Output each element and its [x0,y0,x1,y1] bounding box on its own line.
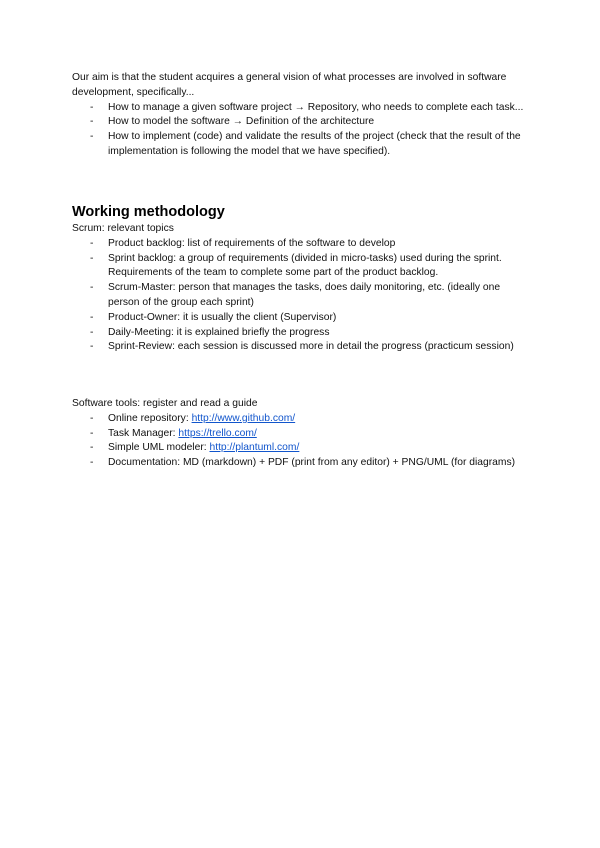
methodology-section [72,222,532,355]
intro-list-item: - How to manage a given software project → Repository, who needs to complete each task... [72,101,532,116]
methodology-list-item: - Daily-Meeting: it is explained briefly the progress [72,326,532,341]
tools-list-item-repository [72,412,532,427]
plantuml-link[interactable]: http://plantuml.com/ [209,442,300,454]
tools-list [72,412,532,471]
intro-list-item: - How to model the software → Definition of the architecture [72,115,532,130]
methodology-subtitle: Scrum: relevant topics [72,223,174,234]
methodology-list-item: - Product-Owner: it is usually the client (Supervisor) [72,311,532,326]
methodology-list-item: - Sprint-Review: each session is discussed more in detail the progress (practicum session) [72,340,532,355]
intro-list [72,101,532,160]
intro-paragraph: Our aim is that the student acquires a general vision of what processes are involved in software development, specifically... [72,72,507,98]
intro-list-item: - How to implement (code) and validate the results of the project (check that the result of the implementation is following the model that we have specified). [72,130,532,160]
methodology-list [72,237,532,355]
github-link[interactable]: http://www.github.com/ [191,412,296,424]
methodology-list-item: - Scrum-Master: person that manages the tasks, does daily monitoring, etc. (ideally one person of the group each sprint) [72,281,532,311]
methodology-list-item: - Product backlog: list of requirements of the software to develop [72,237,532,252]
tools-list-item-task-manager [72,427,532,442]
methodology-list-item: - Sprint backlog: a group of requirements (divided in micro-tasks) used during the sprint. Requirements of the team to complete some part of the product backlog. [72,252,532,282]
intro-section [72,71,532,160]
tools-list-item-documentation [72,456,532,471]
tools-subtitle: Software tools: register and read a guide [72,398,258,409]
tools-item-label: Simple UML modeler: [108,442,210,454]
tools-item-label: Online repository: [108,412,192,424]
tools-list-item-uml-modeler [72,441,532,456]
tools-item-label: Task Manager: [108,427,179,439]
trello-link[interactable]: https://trello.com/ [178,427,257,439]
tools-section [72,397,532,471]
tools-item-label: Documentation: MD (markdown) + PDF (print from any editor) + PNG/UML (for diagrams) [108,457,516,469]
section-heading-working-methodology: Working methodology [72,204,225,220]
